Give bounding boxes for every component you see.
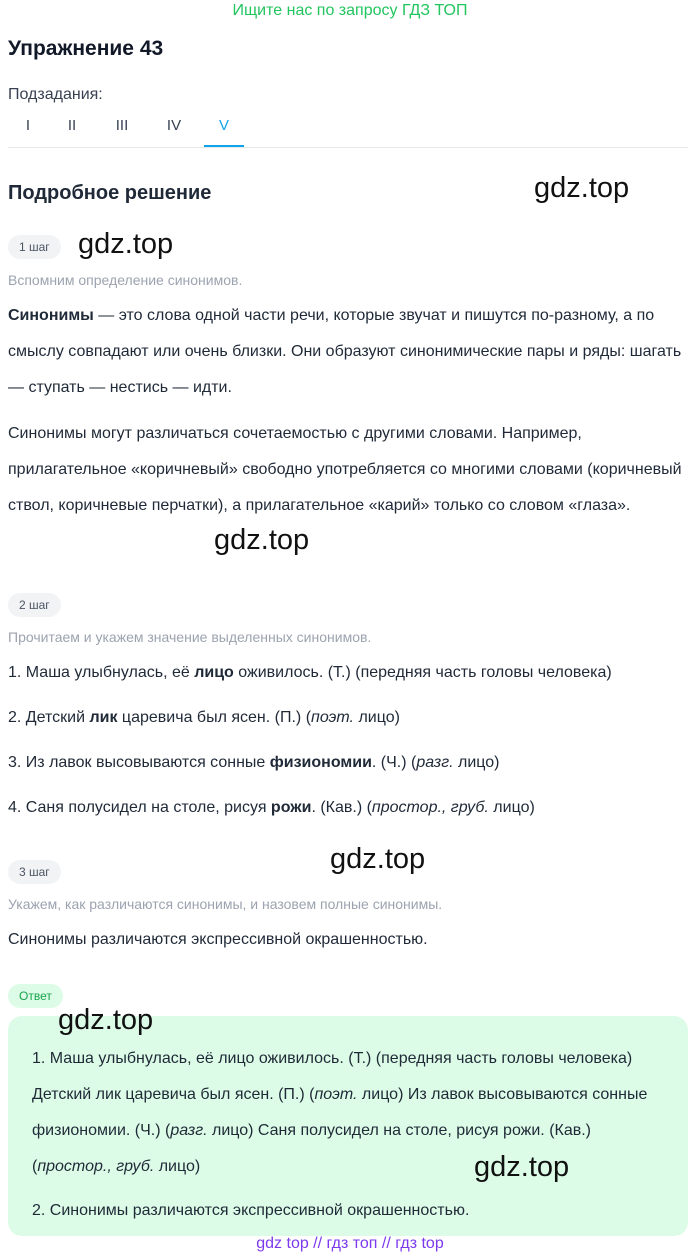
answer-badge: Ответ [8,984,63,1008]
definition-paragraph [8,298,688,406]
definition-term: Синонимы [8,307,94,324]
tab-iv[interactable]: IV [166,117,182,134]
footer-separator: // [377,1235,396,1252]
watermark: gdz.top [474,1151,570,1183]
answer-item-2: 2. Синонимы различаются экспрессивной окрашенностью. [32,1202,470,1219]
tab-i[interactable]: I [25,117,31,134]
example-line-4: 4. Саня полусидел на столе, рисуя рожи. (Кав.) (простор., груб. лицо) [8,799,535,816]
watermark: gdz.top [78,228,174,260]
section-title: Подробное решение [8,182,212,204]
step-3-text: Синонимы различаются экспрессивной окрашенностью. [8,931,428,948]
step-note-3: Укажем, как различаются синонимы, и назовем полные синонимы. [8,896,443,912]
step-badge-3: 3 шаг [8,860,61,884]
watermark: gdz.top [330,843,426,875]
watermark: gdz.top [214,524,310,556]
definition-text: — это слова одной части речи, которые звучат и пишутся по-разному, а по смыслу совпадают или очень близки. Они образуют синонимические пары и ряды: шагать — ступать — нестись — идти. [8,307,682,396]
search-banner: Ищите нас по запросу ГДЗ ТОП [232,2,468,19]
watermark: gdz.top [534,172,630,204]
footer-links [0,1235,700,1253]
tab-v[interactable]: V [204,112,244,147]
example-line-2: 2. Детский лик царевича был ясен. (П.) (поэт. лицо) [8,709,400,726]
step-badge-2: 2 шаг [8,593,61,617]
tab-ii[interactable]: II [67,117,77,134]
step-note-2: Прочитаем и укажем значение выделенных синонимов. [8,629,372,645]
watermark: gdz.top [58,1004,154,1036]
collocation-paragraph: Синонимы могут различаться сочетаемостью с другими словами. Например, прилагательное «коричневый» свободно употребляется со многими словами (коричневый ствол, коричневые перчатки), а прилагательное «карий» только со словом «глаза». [8,425,682,514]
subtask-tabs [8,112,688,148]
subtasks-label: Подзадания: [8,86,103,103]
page-title: Упражнение 43 [8,37,164,60]
step-badge-1: 1 шаг [8,235,61,259]
footer-link-gdz-top-mixed[interactable]: гдз top [395,1235,444,1252]
tab-iii[interactable]: III [115,117,129,134]
step-note-1: Вспомним определение синонимов. [8,272,243,288]
example-line-1: 1. Маша улыбнулась, её лицо оживилось. (Т.) (передняя часть головы человека) [8,664,612,681]
example-line-3: 3. Из лавок высовываются сонные физиономии. (Ч.) (разг. лицо) [8,754,500,771]
footer-link-gdz-top-ru[interactable]: гдз топ [326,1235,378,1252]
footer-separator: // [308,1235,327,1252]
answer-item-1: 1. Маша улыбнулась, её лицо оживилось. (Т.) (передняя часть головы человека) Детский лик царевича был ясен. (П.) (поэт. лицо) Из лавок высовываются сонные физиономии. (Ч.) (разг. лицо) Саня полусидел на столе, рисуя рожи. (Кав.) (простор., груб. лицо) [32,1050,648,1175]
footer-link-gdz-top[interactable]: gdz top [256,1235,309,1252]
